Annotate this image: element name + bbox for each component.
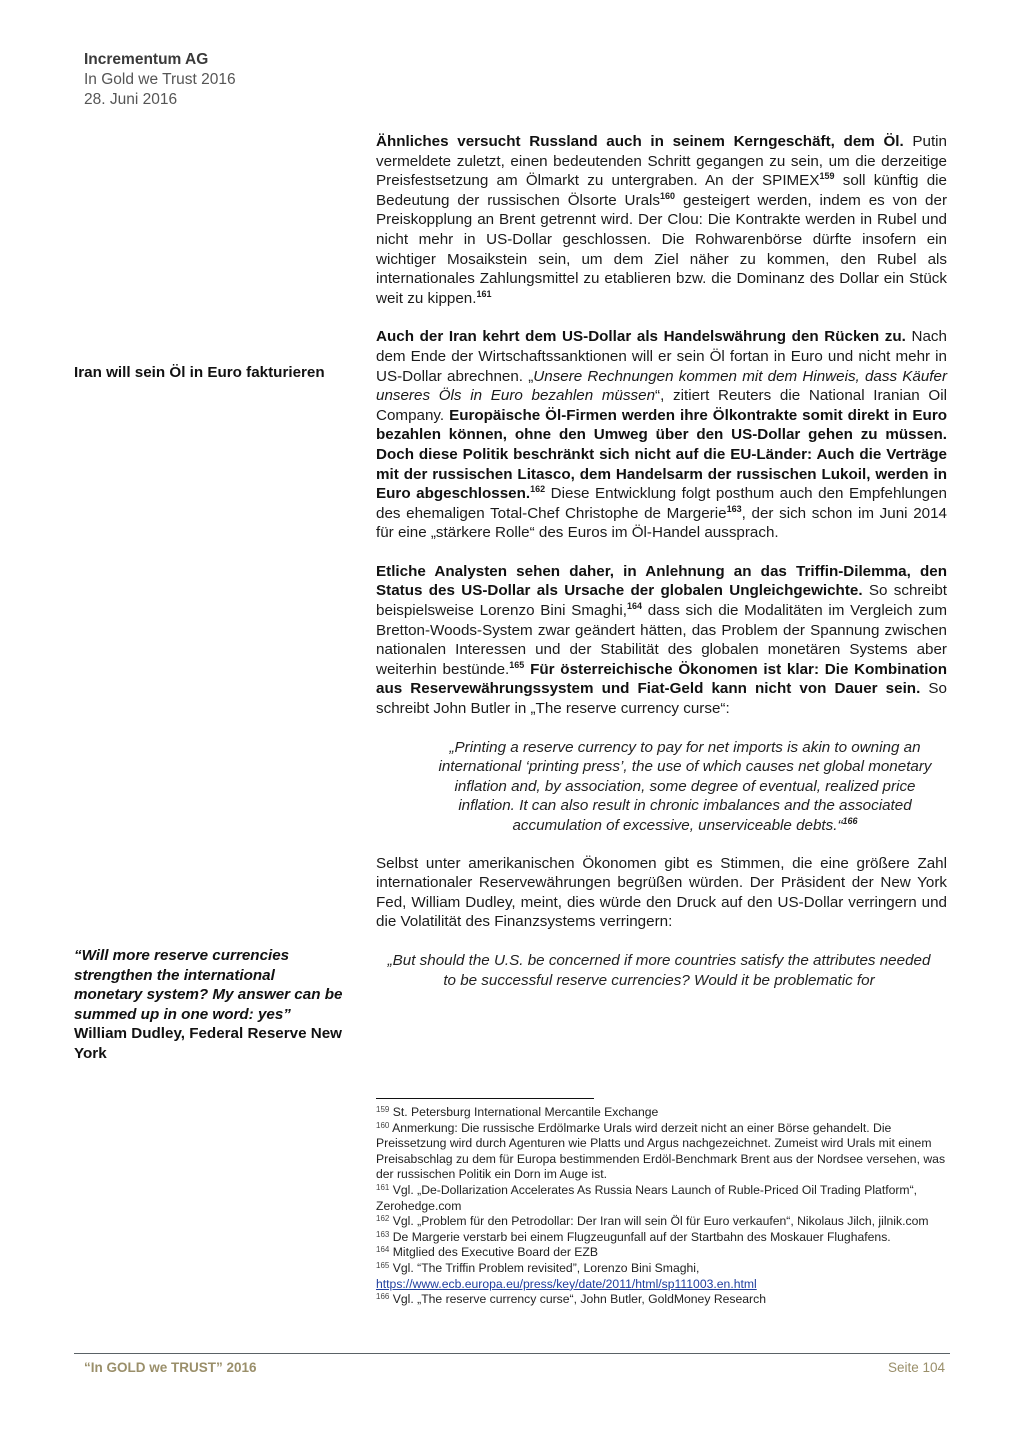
company-name: Incrementum AG (84, 51, 209, 68)
footer-title: “In GOLD we TRUST” 2016 (84, 1360, 257, 1375)
text: dass sich die Modalitäten im Vergleich zum Bretton-Woods-System zwar geändert hätten, das Problem der Spannung zwischen nationalen Interessen und der Stabilität des globalen monetären Systems aber weiterhin bestünde. (376, 602, 947, 678)
footnote-text: St. Petersburg International Mercantile Exchange (392, 1105, 659, 1119)
footnote-text: Anmerkung: Die russische Erdölmarke Urals wird derzeit nicht an einer Börse gehandelt. Die Preissetzung wird durch Agenturen wie Platts und Argus nachgezeichnet. Zumeist wird Urals mit einem Preisabschlag zu dem für Europa bestimmenden Erdöl-Benchmark Brent aus der Nordsee versehen, was der russischen Politik ein Dorn im Auge ist. (376, 1120, 946, 1182)
text: “, zitiert Reuters die National Iranian Oil Company. (376, 387, 947, 424)
footnote-159 (376, 1105, 951, 1121)
footnote-164 (376, 1245, 951, 1261)
quote-text: „Printing a reserve currency to pay for net imports is akin to owning an international ‘printing press’, the use of which causes net global monetary inflation and, by association, some degree of eventual, realized price inflation. It can also result in chronic imbalances and the associated accumulation of excessive, unserviceable debts.“ (438, 738, 932, 834)
block-quote-dudley: „But should the U.S. be concerned if more countries satisfy the attributes needed to be successful reserve currencies? Would it be problematic for (387, 951, 931, 989)
inline-quote: Unsere Rechnungen kommen mit dem Hinweis, dass Käufer unseres Öls in Euro bezahlen müssen (376, 367, 947, 405)
paragraph-lead: Ähnliches versucht Russland auch in seinem Kerngeschäft, dem Öl. (376, 133, 904, 150)
margin-quote (74, 946, 344, 1064)
footnote-166 (376, 1292, 951, 1308)
footnote-number: 164 (376, 1245, 390, 1255)
footnote-ref[interactable]: 166 (842, 816, 858, 826)
text: So schreibt beispielsweise Lorenzo Bini Smaghi, (376, 582, 947, 620)
footnote-text: Vgl. „Problem für den Petrodollar: Der Iran will sein Öl für Euro verkaufen“, Nikolaus Jilch, jilnik.com (392, 1214, 929, 1229)
block-quote-butler (376, 738, 947, 836)
text: So schreibt John Butler in „The reserve currency curse“: (376, 680, 947, 718)
paragraph-russia (376, 132, 947, 308)
footnote-number: 160 (376, 1120, 390, 1130)
page-number: Seite 104 (887, 1360, 945, 1375)
footnote-number: 159 (376, 1105, 390, 1114)
bold-text: Für österreichische Ökonomen ist klar: Die Kombination aus Reservewährungssystem und Fiat-Geld kann nicht von Dauer sein. (376, 660, 947, 698)
footnote-ref[interactable]: 164 (626, 601, 642, 612)
footnote-number: 165 (376, 1260, 390, 1270)
main-text (376, 132, 947, 1008)
text: Putin vermeldete zuletzt, einen bedeutenden Schritt gegangen zu sein, um die derzeitige Preisfestsetzung am Ölmarkt zu untergraben. An der SPIMEX (376, 133, 947, 190)
footnote-number: 162 (376, 1214, 390, 1224)
footnote-ref[interactable]: 162 (530, 484, 546, 495)
footnote-text: Vgl. “The Triffin Problem revisited”, Lorenzo Bini Smaghi, (392, 1260, 700, 1275)
footnote-ref[interactable]: 161 (476, 288, 492, 299)
footnote-ref[interactable]: 165 (509, 659, 525, 670)
footnote-ref[interactable]: 159 (819, 171, 835, 182)
footnote-text: Mitglied des Executive Board der EZB (392, 1245, 599, 1260)
footnote-161 (376, 1183, 951, 1214)
text: gesteigert werden, indem es von der Preiskopplung an Brent getrennt wird. Der Clou: Die Kontrakte werden in Rubel und nicht mehr in US-Dollar geschlossen. Die Rohwarenbörse dürfte insofern ein wichtiger Mosaikstein sein, um dem Ziel näher zu kommen, den Rubel als internationales Zahlungsmittel zu etablieren bzw. die Dominanz des Dollar ein Stück weit zu kippen. (376, 191, 948, 307)
text: soll künftig die Bedeutung der russischen Ölsorte Urals (376, 172, 948, 209)
footnote-ref[interactable]: 160 (660, 190, 676, 201)
text: Nach dem Ende der Wirtschaftssanktionen will er sein Öl fortan in Euro und nicht mehr in US-Dollar abrechnen. „ (376, 328, 947, 385)
footnote-text: De Margerie verstarb bei einem Flugzeugunfall auf der Startbahn des Moskauer Flughafens. (392, 1229, 891, 1244)
footnote-162 (376, 1214, 951, 1230)
margin-quote-text: “Will more reserve currencies strengthen the international monetary system? My answer can be summed up in one word: yes” (74, 947, 343, 1023)
footnotes (376, 1105, 951, 1308)
footnote-number: 166 (376, 1292, 390, 1302)
report-date: 28. Juni 2016 (84, 91, 178, 108)
footnote-165 (376, 1261, 951, 1292)
margin-note-iran: Iran will sein Öl in Euro fakturieren (74, 364, 325, 381)
margin-quote-attribution: William Dudley, Federal Reserve New York (74, 1025, 342, 1062)
footnote-160 (376, 1121, 951, 1183)
page-header (84, 50, 236, 110)
bold-text: Europäische Öl-Firmen werden ihre Ölkontrakte somit direkt in Euro bezahlen können, ohne den Umweg über den US-Dollar gehen zu müssen. Doch diese Politik beschränkt sich nicht auf die EU-Länder: Auch die Verträge mit der russischen Litasco, dem Handelsarm der russischen Lukoil, werden in Euro abgeschlossen. (376, 406, 948, 503)
footnote-163 (376, 1230, 951, 1246)
paragraph-dudley: Selbst unter amerikanischen Ökonomen gibt es Stimmen, die eine größere Zahl internationaler Reservewährungen begrüßen würden. Der Präsident der New York Fed, William Dudley, meint, dies würde den Druck auf den US-Dollar verringern und die Volatilität des Finanzsystems verringern: (376, 854, 947, 931)
paragraph-lead: Auch der Iran kehrt dem US-Dollar als Handelswährung den Rücken zu. (376, 328, 906, 346)
footer-divider (74, 1353, 950, 1354)
text: Diese Entwicklung folgt posthum auch den Empfehlungen des ehemaligen Total-Chef Christophe de Margerie (376, 485, 947, 522)
paragraph-lead: Etliche Analysten sehen daher, in Anlehnung an das Triffin-Dilemma, den Status des US-Dollar als Ursache der globalen Ungleichgewichte. (376, 562, 947, 600)
footnote-number: 163 (376, 1229, 390, 1239)
footnote-text: Vgl. „De-Dollarization Accelerates As Russia Nears Launch of Ruble-Priced Oil Trading Platform“, Zerohedge.com (376, 1182, 918, 1213)
footnote-text: Vgl. „The reserve currency curse“, John Butler, GoldMoney Research (392, 1292, 766, 1307)
text: , der sich schon im Juni 2014 für eine „stärkere Rolle“ des Euros im Öl-Handel aussprach. (376, 504, 947, 542)
footnote-ref[interactable]: 163 (726, 503, 742, 514)
paragraph-iran (376, 327, 947, 543)
paragraph-triffin (376, 562, 947, 719)
footnote-number: 161 (376, 1182, 390, 1192)
ecb-link[interactable]: https://www.ecb.europa.eu/press/key/date/2011/html/sp111003.en.html (376, 1276, 757, 1291)
footnote-separator (376, 1098, 594, 1099)
report-title: In Gold we Trust 2016 (84, 71, 236, 88)
